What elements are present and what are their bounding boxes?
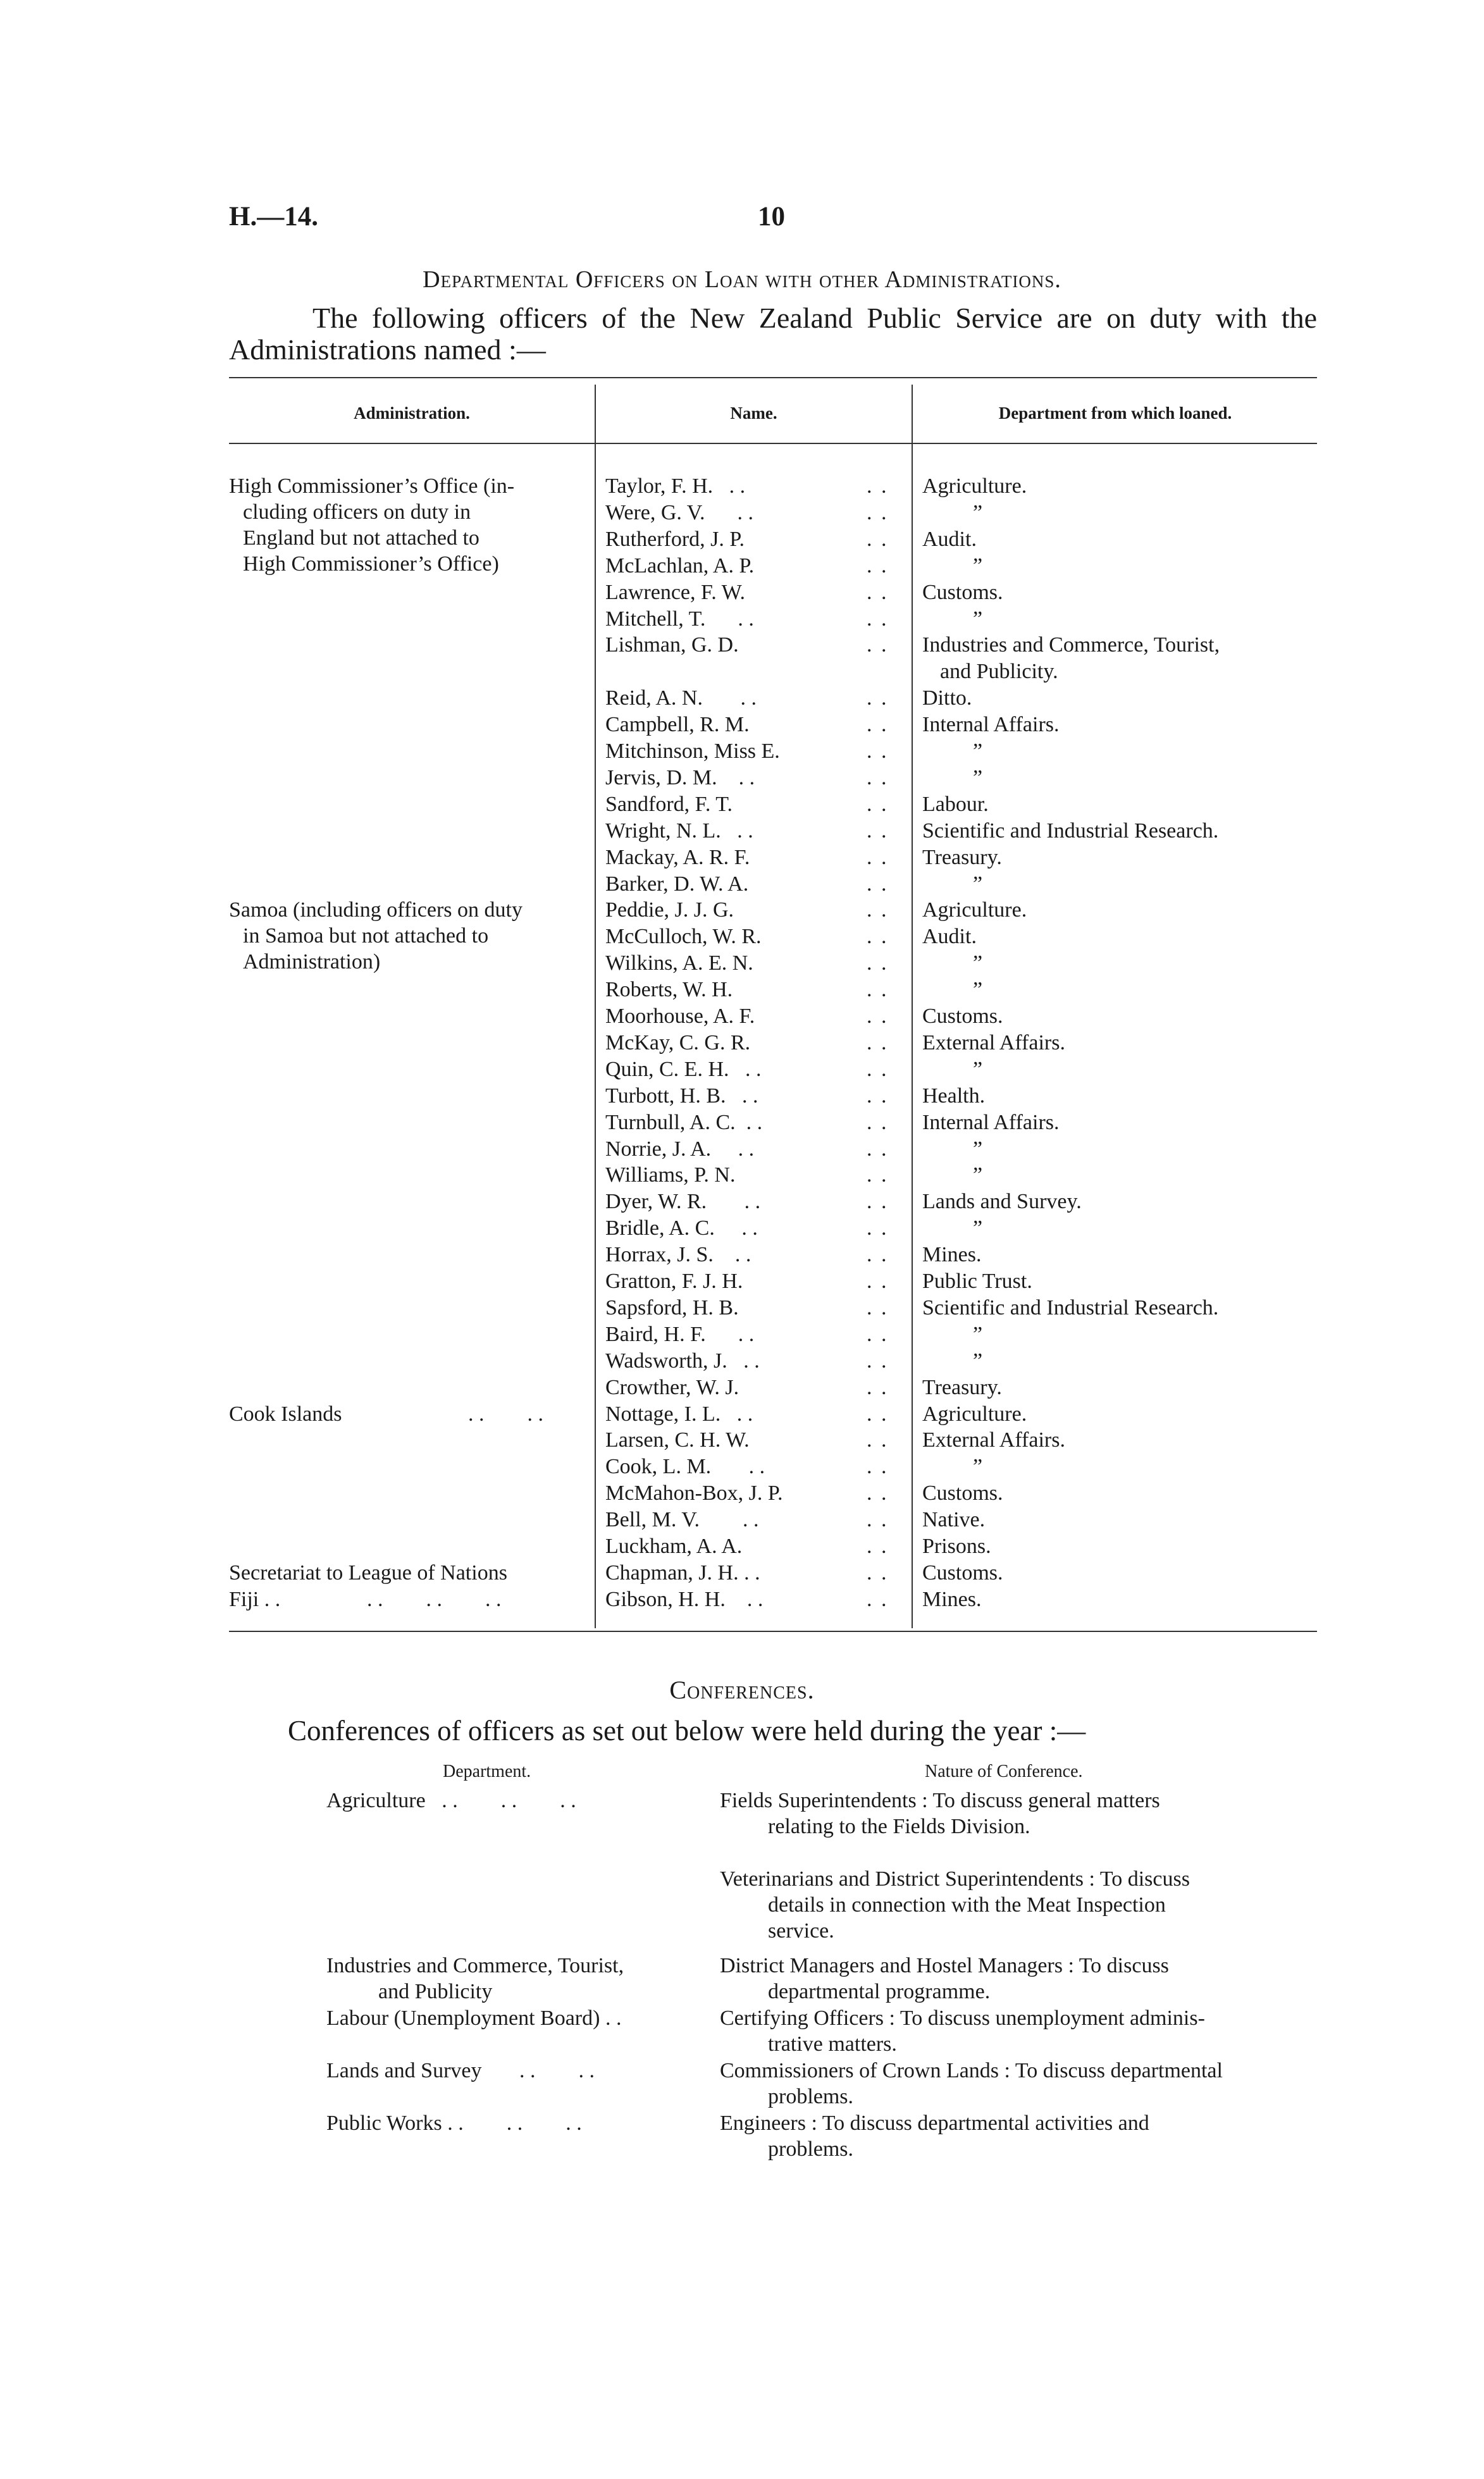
officer-name: Turnbull, A. C. . . [605,1111,763,1134]
officer-name: McMahon-Box, J. P. [605,1481,783,1505]
officer-name: Wilkins, A. E. N. [605,951,753,975]
column-divider-1 [595,385,596,1628]
loaning-department: ” [973,1455,983,1478]
officer-name: Mackay, A. R. F. [605,846,750,869]
loaning-department: Internal Affairs. [922,1111,1060,1134]
officer-name: Were, G. V. . . [605,501,753,524]
leader-dots: . . [867,1111,889,1134]
leader-dots: . . [867,951,889,975]
leader-dots: . . [867,819,889,843]
officer-name: Moorhouse, A. F. [605,1005,755,1028]
conference-nature-line: details in connection with the Meat Inspection [768,1893,1166,1917]
leader-dots: . . [867,581,889,604]
officer-name: McCulloch, W. R. [605,925,762,948]
officer-name: Larsen, C. H. W. [605,1428,750,1452]
loaning-department: Industries and Commerce, Tourist, [922,633,1220,657]
leader-dots: . . [867,1058,889,1081]
leader-dots: . . [867,872,889,896]
intro-text: The following officers of the New Zealand Public Service are on duty with the Administrations named :— [229,302,1317,366]
leader-dots: . . [867,1323,889,1346]
leader-dots: . . [867,1005,889,1028]
admin-samoa [229,897,583,975]
conference-nature-line: service. [768,1919,834,1943]
section-title-officers-on-loan: Departmental Officers on Loan with other Administrations. [423,266,1061,293]
section-title-conferences: Conferences. [669,1676,815,1704]
conference-nature-line: Veterinarians and District Superintendents : To discuss [720,1867,1190,1891]
loaning-department: Native. [922,1508,986,1531]
leader-dots: . . [867,1376,889,1399]
leader-dots: . . [867,501,889,524]
admin-line: Samoa (including officers on duty [229,898,522,922]
conf-column-header-department: Department. [443,1762,531,1781]
leader-dots: . . [867,766,889,789]
column-header-department: Department from which loaned. [998,404,1232,423]
loaning-department: Customs. [922,1561,1003,1585]
loaning-department: Customs. [922,581,1003,604]
officer-name: Roberts, W. H. [605,978,733,1001]
leader-dots: . . [867,898,889,922]
leader-dots: . . [867,1561,889,1585]
officer-name: Mitchinson, Miss E. [605,739,780,763]
loaning-department: Treasury. [922,1376,1002,1399]
loaning-department: ” [973,1216,983,1240]
admin-high-commissioner [229,473,583,577]
conference-nature [720,2058,1320,2110]
section-intro-paragraph [229,302,1317,366]
admin-line: cluding officers on duty in [243,500,471,524]
leader-dots: . . [867,739,889,763]
leader-dots: . . [867,474,889,498]
officer-name: Luckham, A. A. [605,1535,743,1558]
officer-name: Mitchell, T. . . [605,607,754,631]
leader-dots: . . [867,793,889,816]
admin-line: Administration) [243,950,381,974]
conference-department-continued: and Publicity [378,1980,493,2003]
loaning-department: Health. [922,1084,986,1108]
column-divider-2 [912,385,913,1628]
conference-nature-line: Certifying Officers : To discuss unemployment adminis- [720,2006,1205,2030]
conference-nature-line: Commissioners of Crown Lands : To discuss departmental [720,2059,1223,2082]
officer-name: Cook, L. M. . . [605,1455,765,1478]
leader-dots: . . [867,1270,889,1293]
officer-name: Lawrence, F. W. [605,581,746,604]
table-header-rule [229,443,1317,444]
leader-dots: . . [867,1163,889,1187]
conference-nature-line: problems. [768,2137,854,2161]
officer-name: Sapsford, H. B. [605,1296,739,1320]
leader-dots: . . [867,1190,889,1213]
page-reference: H.—14. [229,202,318,232]
leader-dots: . . [867,846,889,869]
loaning-department: Internal Affairs. [922,713,1060,736]
officer-name: Quin, C. E. H. . . [605,1058,762,1081]
leader-dots: . . [867,713,889,736]
loaning-department-continued: and Publicity. [940,660,1058,683]
officer-name: Crowther, W. J. [605,1376,739,1399]
loaning-department: Mines. [922,1243,982,1266]
leader-dots: . . [867,1402,889,1426]
loaning-department: ” [973,1323,983,1346]
officer-name: Bridle, A. C. . . [605,1216,758,1240]
loaning-department: ” [973,978,983,1001]
loaning-department: ” [973,1058,983,1081]
loaning-department: ” [973,501,983,524]
leader-dots: . . [867,1349,889,1373]
loaning-department: Customs. [922,1005,1003,1028]
officer-name: Horrax, J. S. . . [605,1243,751,1266]
leader-dots: . . [867,554,889,578]
officer-name: Lishman, G. D. [605,633,739,657]
conference-nature [720,1788,1320,1839]
conference-nature [720,1866,1320,1944]
conf-column-header-nature: Nature of Conference. [925,1762,1083,1781]
officer-name: McLachlan, A. P. [605,554,755,578]
loaning-department: ” [973,1163,983,1187]
conference-department: Industries and Commerce, Tourist, [326,1954,624,1977]
leader-dots: . . [867,1296,889,1320]
loaning-department: ” [973,1137,983,1161]
conference-nature [720,1953,1320,2005]
loaning-department: Scientific and Industrial Research. [922,819,1219,843]
leader-dots: . . [867,1137,889,1161]
loaning-department: Scientific and Industrial Research. [922,1296,1219,1320]
loaning-department: Audit. [922,528,977,551]
admin-line: England but not attached to [243,526,479,550]
leader-dots: . . [867,1481,889,1505]
leader-dots: . . [867,1243,889,1266]
conference-department: Labour (Unemployment Board) . . [326,2006,622,2030]
admin-fiji: Fiji . . [229,1588,281,1611]
table-bottom-rule [229,1631,1317,1632]
column-header-name: Name. [730,404,777,423]
leader-dots: . . [867,978,889,1001]
officer-name: Baird, H. F. . . [605,1323,755,1346]
officer-name: Sandford, F. T. [605,793,733,816]
column-header-administration: Administration. [354,404,470,423]
admin-league-of-nations: Secretariat to League of Nations [229,1561,507,1585]
officer-name: Dyer, W. R. . . [605,1190,761,1213]
conference-nature-line: District Managers and Hostel Managers : To discuss [720,1954,1169,1977]
loaning-department: Agriculture. [922,474,1027,498]
conference-nature-line: Engineers : To discuss departmental activities and [720,2111,1149,2135]
table-top-rule [229,377,1317,378]
conference-nature-line: departmental programme. [768,1980,991,2003]
loaning-department: Agriculture. [922,1402,1027,1426]
conference-nature-line: trative matters. [768,2032,897,2056]
conference-department: Public Works . . . . . . [326,2111,582,2135]
officer-name: Williams, P. N. [605,1163,736,1187]
page-number: 10 [758,202,785,232]
loaning-department: Labour. [922,793,989,816]
conference-nature-line: Fields Superintendents : To discuss general matters [720,1789,1160,1812]
admin-leader-dots: . . . . . . [367,1588,502,1611]
loaning-department: Customs. [922,1481,1003,1505]
loaning-department: External Affairs. [922,1428,1065,1452]
officer-name: Reid, A. N. . . [605,686,757,710]
officer-name: Campbell, R. M. [605,713,750,736]
officer-name: Jervis, D. M. . . [605,766,755,789]
officer-name: Peddie, J. J. G. [605,898,734,922]
leader-dots: . . [867,1535,889,1558]
conference-nature-line: problems. [768,2085,854,2108]
conferences-intro: Conferences of officers as set out below were held during the year :— [288,1715,1086,1746]
leader-dots: . . [867,633,889,657]
loaning-department: External Affairs. [922,1031,1065,1054]
officer-name: Gratton, F. J. H. [605,1270,743,1293]
leader-dots: . . [867,1216,889,1240]
officer-name: Gibson, H. H. . . [605,1588,764,1611]
officer-name: Norrie, J. A. . . [605,1137,755,1161]
loaning-department: ” [973,766,983,789]
loaning-department: Ditto. [922,686,972,710]
conference-nature-line: relating to the Fields Division. [768,1815,1030,1838]
conference-department: Lands and Survey . . . . [326,2059,595,2082]
officer-name: Rutherford, J. P. [605,528,745,551]
loaning-department: ” [973,739,983,763]
leader-dots: . . [867,528,889,551]
leader-dots: . . [867,607,889,631]
loaning-department: ” [973,872,983,896]
leader-dots: . . [867,1428,889,1452]
officer-name: Chapman, J. H. . . [605,1561,760,1585]
loaning-department: Agriculture. [922,898,1027,922]
leader-dots: . . [867,1588,889,1611]
leader-dots: . . [867,1455,889,1478]
officer-name: Wright, N. L. . . [605,819,753,843]
leader-dots: . . [867,1084,889,1108]
officer-name: Taylor, F. H. . . [605,474,746,498]
leader-dots: . . [867,1508,889,1531]
leader-dots: . . [867,925,889,948]
admin-line: High Commissioner’s Office (in- [229,474,515,498]
admin-line: High Commissioner’s Office) [243,552,499,576]
conference-nature [720,2110,1320,2162]
loaning-department: ” [973,607,983,631]
leader-dots: . . [867,686,889,710]
conference-department: Agriculture . . . . . . [326,1789,576,1812]
admin-line: in Samoa but not attached to [243,924,489,948]
loaning-department: ” [973,554,983,578]
officer-name: Wadsworth, J. . . [605,1349,760,1373]
loaning-department: Public Trust. [922,1270,1032,1293]
loaning-department: Mines. [922,1588,982,1611]
loaning-department: ” [973,951,983,975]
loaning-department: ” [973,1349,983,1373]
officer-name: Bell, M. V. . . [605,1508,759,1531]
admin-cook-islands: Cook Islands [229,1402,342,1426]
officer-name: Nottage, I. L. . . [605,1402,753,1426]
officer-name: McKay, C. G. R. [605,1031,751,1054]
leader-dots: . . [867,1031,889,1054]
conference-nature [720,2005,1320,2057]
loaning-department: Treasury. [922,846,1002,869]
loaning-department: Audit. [922,925,977,948]
officer-name: Turbott, H. B. . . [605,1084,758,1108]
officer-name: Barker, D. W. A. [605,872,749,896]
loaning-department: Prisons. [922,1535,991,1558]
loaning-department: Lands and Survey. [922,1190,1082,1213]
admin-leader-dots: . . . . [468,1402,543,1426]
